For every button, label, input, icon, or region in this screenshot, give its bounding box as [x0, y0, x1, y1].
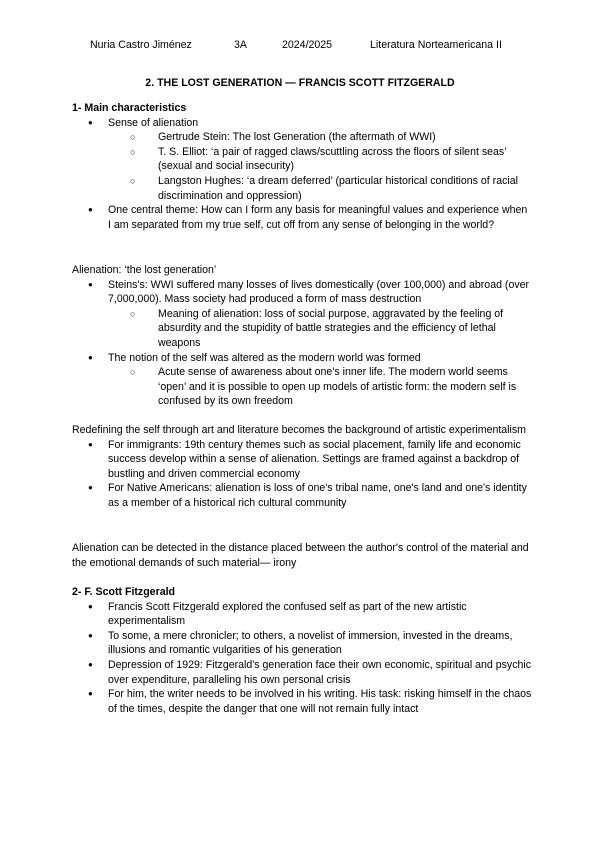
- alienation-block: [72, 263, 532, 409]
- section-main-characteristics: [72, 101, 532, 232]
- circle-bullet-icon: ○: [130, 146, 136, 157]
- bullet-list: [72, 600, 532, 717]
- section-fitzgerald: [72, 585, 532, 716]
- bullet-icon: ●: [88, 352, 93, 362]
- section-heading: 1- Main characteristics: [72, 102, 187, 114]
- sub-list-item: [72, 130, 532, 145]
- bullet-icon: ●: [88, 279, 93, 289]
- list-item-text: Langston Hughes: ‘a dream deferred’ (particular historical conditions of racial discrimination and oppression): [158, 174, 518, 202]
- bullet-icon: ●: [88, 689, 93, 699]
- list-item-text: Depression of 1929: Fitzgerald's generation face their own economic, spiritual and psychic over expenditure, paralleling his own personal crisis: [108, 658, 532, 686]
- list-item-text: Steins's: WWI suffered many losses of lives domestically (over 100,000) and abroad (over 7,000,000). Mass society had produced a form of mass destruction: [108, 278, 530, 306]
- list-item: [72, 687, 532, 716]
- list-item: [72, 438, 532, 482]
- list-item-text: T. S. Elliot: ‘a pair of ragged claws/scuttling across the floors of silent seas’ (sexual and social insecurity): [158, 145, 507, 173]
- sub-list-item: [72, 174, 532, 203]
- paragraph: Redefining the self through art and literature becomes the background of artistic experimentalism: [72, 424, 527, 436]
- list-item-text: To some, a mere chronicler; to others, a novelist of immersion, invested in the dreams, illusions and romantic vulgarities of his generation: [108, 629, 513, 657]
- header-course: Literatura Norteamericana II: [370, 39, 502, 51]
- irony-block: [72, 541, 532, 570]
- list-item-text: Meaning of alienation: loss of social purpose, aggravated by the feeling of absurdity and the stupidity of battle strategies and the efficiency of lethal weapons: [158, 307, 504, 349]
- paragraph: Alienation: ‘the lost generation’: [72, 264, 217, 276]
- list-item: [72, 278, 532, 307]
- list-item-text: One central theme: How can I form any basis for meaningful values and experience when I am separated from my true self, cut off from any sense of belonging in the world?: [108, 204, 528, 231]
- list-item-text: Acute sense of awareness about one's inner life. The modern world seems ‘open’ and it is possible to open up models of artistic form: the modern self is confused by its own freedom: [158, 366, 517, 408]
- page-header: [0, 38, 600, 52]
- sub-list-item: [72, 307, 532, 351]
- header-year: 2024/2025: [282, 39, 333, 51]
- document-title: 2. THE LOST GENERATION — FRANCIS SCOTT FITZGERALD: [145, 77, 455, 89]
- bullet-icon: ●: [88, 659, 93, 669]
- bullet-icon: ●: [88, 205, 93, 215]
- bullet-list: [72, 278, 532, 409]
- list-item: [72, 116, 532, 131]
- sub-list-item: [72, 145, 532, 174]
- list-item-text: Sense of alienation: [108, 116, 199, 129]
- bullet-icon: ●: [88, 601, 93, 611]
- bullet-list: [72, 116, 532, 233]
- sub-list-item: [72, 365, 532, 409]
- paragraph: Alienation can be detected in the distance placed between the author's control of the material and the emotional demands of such material— irony: [72, 542, 529, 569]
- list-item-text: Francis Scott Fitzgerald explored the confused self as part of the new artistic experimentalism: [108, 600, 467, 628]
- list-item: [72, 629, 532, 658]
- list-item: [72, 351, 532, 366]
- bullet-icon: ●: [88, 117, 93, 127]
- bullet-list: [72, 438, 532, 511]
- header-author: Nuria Castro Jiménez: [90, 39, 192, 51]
- list-item-text: For Native Americans: alienation is loss of one's tribal name, one's land and one's identity as a member of a historical rich cultural community: [108, 482, 527, 509]
- circle-bullet-icon: ○: [130, 308, 136, 319]
- list-item-text: Gertrude Stein: The lost Generation (the aftermath of WWI): [158, 131, 436, 144]
- bullet-icon: ●: [88, 483, 93, 493]
- circle-bullet-icon: ○: [130, 367, 136, 378]
- list-item: [72, 203, 532, 232]
- list-item-text: For immigrants: 19th century themes such as social placement, family life and economic success develop within a sense of alienation. Settings are framed against a backdrop of bustling and driven commercial economy: [108, 438, 521, 480]
- header-group: 3A: [234, 39, 247, 51]
- section-heading: 2- F. Scott Fitzgerald: [72, 586, 176, 598]
- list-item: [72, 481, 532, 510]
- list-item-text: For him, the writer needs to be involved in his writing. His task: risking himself in the chaos of the times, despite the danger that one will not remain fully intact: [108, 688, 532, 715]
- redefining-block: [72, 423, 532, 511]
- bullet-icon: ●: [88, 630, 93, 640]
- bullet-icon: ●: [88, 439, 93, 449]
- list-item: [72, 658, 532, 687]
- circle-bullet-icon: ○: [130, 175, 136, 186]
- list-item-text: The notion of the self was altered as the modern world was formed: [108, 351, 421, 364]
- list-item: [72, 600, 532, 629]
- circle-bullet-icon: ○: [130, 132, 136, 143]
